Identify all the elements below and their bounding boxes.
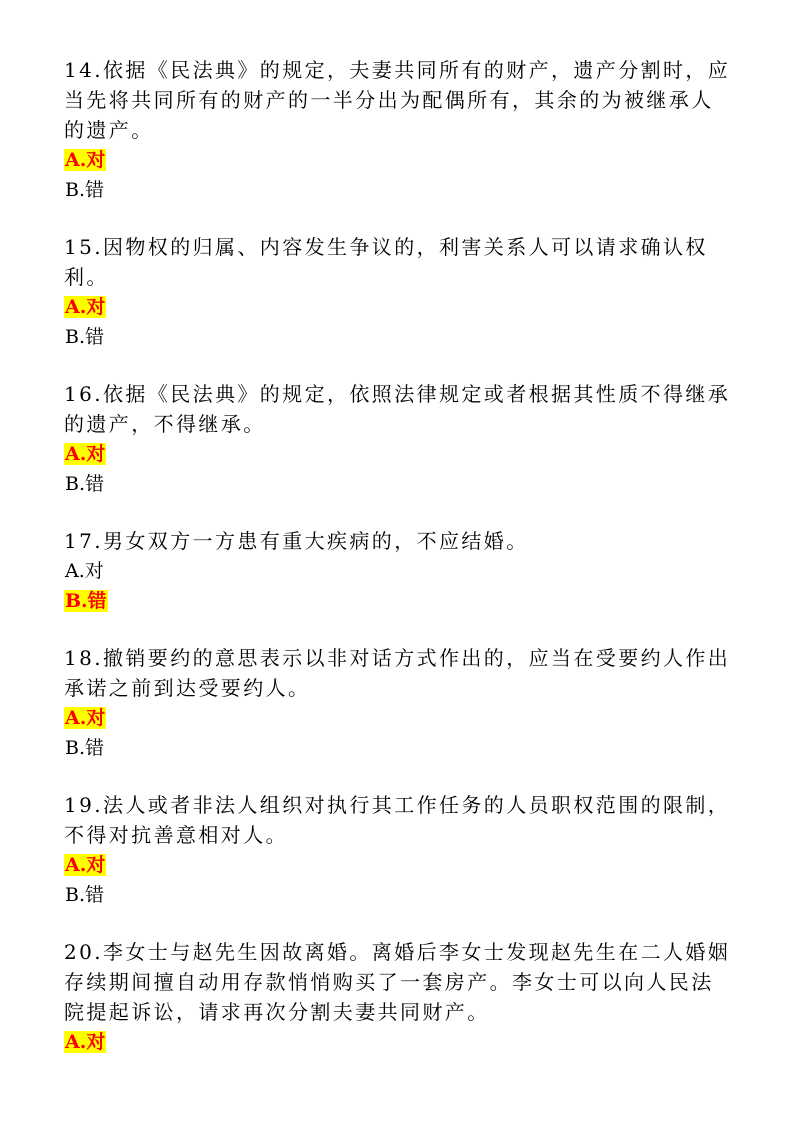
option-label: A.对: [65, 560, 104, 582]
question-17: [64, 526, 734, 616]
question-18: [64, 643, 734, 763]
option-label: A.对: [65, 854, 106, 876]
option-label: B.错: [65, 179, 105, 201]
option-a-correct: [64, 145, 734, 175]
option-b: [64, 880, 734, 910]
question-16: [64, 379, 734, 499]
question-text: 19.法人或者非法人组织对执行其工作任务的人员职权范围的限制，不得对抗善意相对人。: [64, 793, 731, 847]
question-14: [64, 55, 734, 205]
option-a: [64, 556, 734, 586]
question-19: [64, 790, 734, 910]
option-a-correct: [64, 850, 734, 880]
option-b: [64, 469, 734, 499]
option-a-correct: [64, 1027, 734, 1057]
question-text: 18.撤销要约的意思表示以非对话方式作出的，应当在受要约人作出承诺之前到达受要约人。: [64, 646, 731, 700]
option-label: A.对: [65, 1031, 106, 1053]
option-label: B.错: [65, 326, 105, 348]
option-b-correct: [64, 586, 734, 616]
question-text: 16.依据《民法典》的规定，依照法律规定或者根据其性质不得继承的遗产，不得继承。: [64, 382, 731, 436]
question-text: 15.因物权的归属、内容发生争议的，利害关系人可以请求确认权利。: [64, 235, 708, 289]
option-label: A.对: [65, 296, 106, 318]
question-text: 14.依据《民法典》的规定，夫妻共同所有的财产，遗产分割时，应当先将共同所有的财产的一半分出为配偶所有，其余的为被继承人的遗产。: [64, 58, 731, 142]
option-label: A.对: [65, 707, 106, 729]
option-a-correct: [64, 292, 734, 322]
option-a-correct: [64, 703, 734, 733]
question-text: 20.李女士与赵先生因故离婚。离婚后李女士发现赵先生在二人婚姻存续期间擅自动用存款悄悄购买了一套房产。李女士可以向人民法院提起诉讼，请求再次分割夫妻共同财产。: [64, 940, 731, 1024]
option-label: B.错: [65, 473, 105, 495]
option-b: [64, 175, 734, 205]
option-a-correct: [64, 439, 734, 469]
question-text: 17.男女双方一方患有重大疾病的，不应结婚。: [64, 529, 529, 553]
option-label: A.对: [65, 443, 106, 465]
option-b: [64, 733, 734, 763]
option-label: A.对: [65, 149, 106, 171]
option-label: B.错: [65, 737, 105, 759]
option-label: B.错: [65, 884, 105, 906]
option-label: B.错: [65, 590, 107, 612]
option-b: [64, 322, 734, 352]
question-20: [64, 937, 734, 1057]
question-15: [64, 232, 734, 352]
